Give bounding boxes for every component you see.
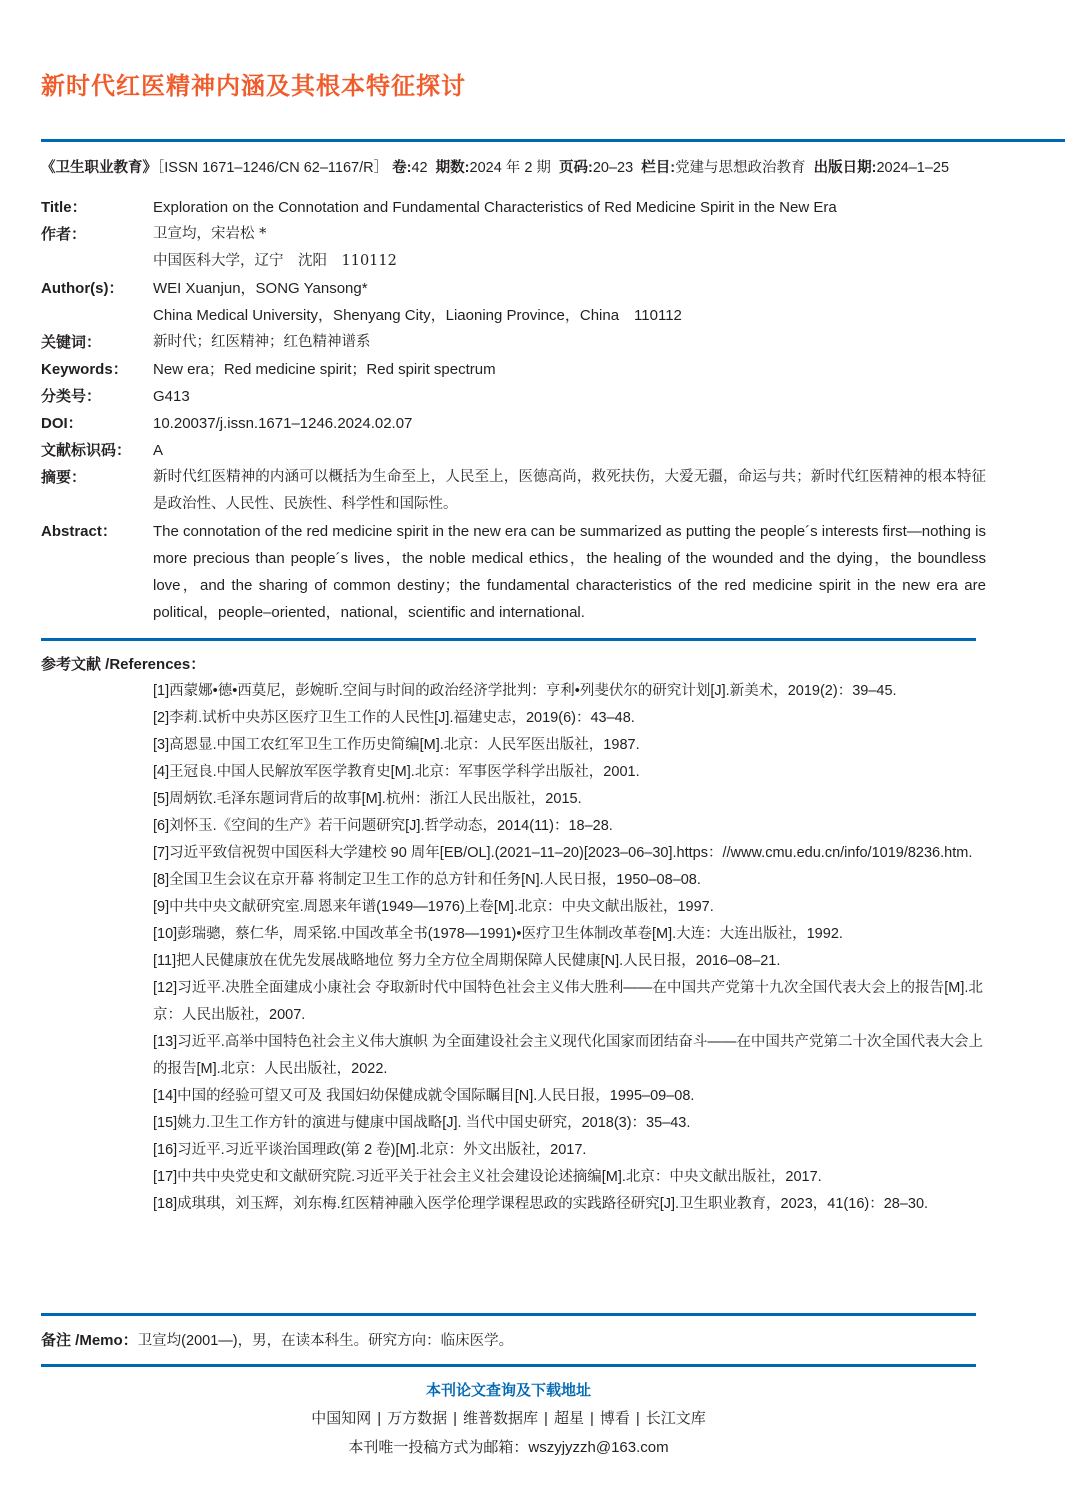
column-value: 党建与思想政治教育 bbox=[675, 160, 806, 176]
meta-value: WEI Xuanjun，SONG Yansong* bbox=[153, 280, 368, 297]
reference-item: [9]中共中央文献研究室.周恩来年谱(1949—1976)上卷[M].北京：中央文献出版社，1997. bbox=[153, 899, 714, 915]
date-value: 2024–1–25 bbox=[876, 160, 950, 176]
reference-item: [16]习近平.习近平谈治国理政(第 2 卷)[M].北京：外文出版社，2017. bbox=[153, 1142, 587, 1158]
separator: | bbox=[453, 1410, 458, 1427]
reference-item: [5]周炳钦.毛泽东题词背后的故事[M].杭州：浙江人民出版社，2015. bbox=[153, 791, 582, 807]
volume-value: 42 bbox=[411, 160, 428, 176]
meta-row-abstract-en bbox=[41, 518, 986, 626]
memo-value: 卫宣均(2001—)，男，在读本科生。研究方向：临床医学。 bbox=[137, 1333, 514, 1349]
reference-item[interactable]: [7]习近平致信祝贺中国医科大学建校 90 周年[EB/OL].(2021–11–20)[2023–06–30].https：//www.cmu.edu.cn/info/1019/8236.htm. bbox=[153, 845, 973, 861]
top-divider bbox=[41, 139, 1065, 142]
reference-item: [14]中国的经验可望又可及 我国妇幼保健成就令国际瞩目[N].人民日报，1995–09–08. bbox=[153, 1088, 695, 1104]
footer-divider bbox=[41, 1364, 976, 1367]
references-divider bbox=[41, 638, 976, 641]
reference-item: [18]成琪琪，刘玉辉，刘东梅.红医精神融入医学伦理学课程思政的实践路径研究[J].卫生职业教育，2023，41(16)：28–30. bbox=[153, 1196, 929, 1212]
reference-item: [6]刘怀玉.《空间的生产》若干问题研究[J].哲学动态，2014(11)：18–28. bbox=[153, 818, 613, 834]
reference-item: [1]西蒙娜•德•西莫尼，彭婉昕.空间与时间的政治经济学批判：亨利•列斐伏尔的研究计划[J].新美术，2019(2)：39–45. bbox=[153, 683, 897, 699]
link-wanfang[interactable]: 万方数据 bbox=[387, 1410, 448, 1427]
meta-row-document-code bbox=[41, 437, 986, 464]
meta-label bbox=[41, 302, 153, 329]
reference-item: [17]中共中央党史和文献研究院.习近平关于社会主义社会建设论述摘编[M].北京：中央文献出版社，2017. bbox=[153, 1169, 822, 1185]
reference-item: [10]彭瑞骢，蔡仁华，周采铭.中国改革全书(1978—1991)•医疗卫生体制改革卷[M].大连：大连出版社，1992. bbox=[153, 926, 843, 942]
meta-value: 新时代；红医精神；红色精神谱系 bbox=[153, 334, 371, 350]
reference-item: [12]习近平.决胜全面建成小康社会 夺取新时代中国特色社会主义伟大胜利——在中国共产党第十九次全国代表大会上的报告[M].北京：人民出版社，2007. bbox=[153, 980, 983, 1023]
memo-divider bbox=[41, 1313, 976, 1316]
journal-issn: ［ISSN 1671–1246/CN 62–1167/R］ bbox=[157, 160, 389, 176]
meta-value: New era；Red medicine spirit；Red spirit spectrum bbox=[153, 361, 496, 378]
meta-row-affiliation-en bbox=[41, 302, 986, 329]
reference-item: [15]姚力.卫生工作方针的演进与健康中国战略[J]. 当代中国史研究，2018(3)：35–43. bbox=[153, 1115, 691, 1131]
meta-label: 作者： bbox=[41, 226, 87, 243]
issue-label: 期数: bbox=[435, 160, 470, 176]
meta-row-authors-en bbox=[41, 275, 986, 302]
meta-label: Keywords： bbox=[41, 361, 128, 378]
link-chaoxing[interactable]: 超星 bbox=[553, 1410, 584, 1427]
references-list bbox=[153, 678, 983, 1218]
meta-value: China Medical University，Shenyang City，Liaoning Province，China 110112 bbox=[153, 307, 682, 324]
reference-item: [4]王冠良.中国人民解放军医学教育史[M].北京：军事医学科学出版社，2001. bbox=[153, 764, 640, 780]
reference-item: [8]全国卫生会议在京开幕 将制定卫生工作的总方针和任务[N].人民日报，1950–08–08. bbox=[153, 872, 701, 888]
meta-value: G413 bbox=[153, 388, 190, 405]
link-bookan[interactable]: 博看 bbox=[599, 1410, 630, 1427]
meta-label: 关键词： bbox=[41, 334, 102, 351]
meta-value: The connotation of the red medicine spirit in the new era can be summarized as putting the people´s interests first—nothing is more precious than people´s lives，the noble medical ethics，the healing of the wounded and the dying，the boundless love，and the sharing of common destiny；the fundamental characteristics of the red medicine spirit in the new era are political，people–oriented，national，scientific and international. bbox=[153, 523, 986, 621]
meta-label: DOI： bbox=[41, 415, 83, 432]
separator: | bbox=[377, 1410, 382, 1427]
meta-row-affiliation-cn bbox=[41, 248, 986, 275]
separator: | bbox=[544, 1410, 548, 1427]
meta-label: Abstract： bbox=[41, 523, 117, 540]
article-title: 新时代红医精神内涵及其根本特征探讨 bbox=[41, 72, 466, 100]
meta-label bbox=[41, 248, 153, 275]
submission-email: 本刊唯一投稿方式为邮箱：wszyjyzzh@163.com bbox=[348, 1439, 669, 1456]
meta-row-title bbox=[41, 194, 986, 221]
meta-label: Author(s)： bbox=[41, 280, 124, 297]
article-metadata bbox=[41, 194, 986, 626]
volume-label: 卷: bbox=[392, 160, 412, 176]
meta-value: A bbox=[153, 442, 164, 459]
pages-value: 20–23 bbox=[592, 160, 634, 176]
journal-name: 《卫生职业教育》 bbox=[41, 160, 157, 176]
meta-row-keywords-en bbox=[41, 356, 986, 383]
meta-label: Title： bbox=[41, 199, 87, 216]
meta-row-classification bbox=[41, 383, 986, 410]
memo bbox=[41, 1327, 513, 1355]
date-label: 出版日期: bbox=[813, 160, 877, 176]
reference-item: [11]把人民健康放在优先发展战略地位 努力全方位全周期保障人民健康[N].人民日报，2016–08–21. bbox=[153, 953, 781, 969]
memo-label: 备注 /Memo： bbox=[41, 1332, 138, 1349]
meta-value: 新时代红医精神的内涵可以概括为生命至上，人民至上，医德高尚，救死扶伤，大爱无疆，命运与共；新时代红医精神的根本特征是政治性、人民性、民族性、科学性和国际性。 bbox=[153, 469, 986, 512]
link-vip[interactable]: 维普数据库 bbox=[463, 1410, 539, 1427]
link-changjiang[interactable]: 长江文库 bbox=[645, 1410, 706, 1427]
reference-item: [13]习近平.高举中国特色社会主义伟大旗帜 为全面建设社会主义现代化国家而团结奋斗——在中国共产党第二十次全国代表大会上的报告[M].北京：人民出版社，2022. bbox=[153, 1034, 983, 1077]
reference-item: [3]高恩显.中国工农红军卫生工作历史简编[M].北京：人民军医出版社，1987. bbox=[153, 737, 640, 753]
journal-info-line bbox=[41, 156, 949, 177]
meta-value: Exploration on the Connotation and Fundamental Characteristics of Red Medicine Spirit in the New Era bbox=[153, 199, 837, 216]
link-cnki[interactable]: 中国知网 bbox=[311, 1410, 372, 1427]
meta-row-authors-cn bbox=[41, 221, 986, 248]
meta-label: 分类号： bbox=[41, 388, 102, 405]
meta-row-keywords-cn bbox=[41, 329, 986, 356]
meta-value: 卫宣均，宋岩松 * bbox=[153, 226, 267, 242]
meta-value: 中国医科大学，辽宁 沈阳 110112 bbox=[153, 253, 397, 269]
pages-label: 页码: bbox=[558, 160, 593, 176]
database-links bbox=[41, 1407, 976, 1428]
meta-row-abstract-cn bbox=[41, 464, 986, 518]
references-heading: 参考文献 /References： bbox=[41, 656, 206, 673]
footer-heading: 本刊论文查询及下载地址 bbox=[425, 1382, 591, 1399]
reference-item: [2]李莉.试析中央苏区医疗卫生工作的人民性[J].福建史志，2019(6)：43–48. bbox=[153, 710, 635, 726]
issue-value: 2024 年 2 期 bbox=[469, 160, 551, 176]
meta-row-doi bbox=[41, 410, 986, 437]
separator: | bbox=[635, 1410, 640, 1427]
separator: | bbox=[589, 1410, 594, 1427]
meta-label: 文献标识码： bbox=[41, 442, 132, 459]
meta-label: 摘要： bbox=[41, 469, 87, 486]
column-label: 栏目: bbox=[641, 160, 676, 176]
doi-value[interactable]: 10.20037/j.issn.1671–1246.2024.02.07 bbox=[153, 415, 413, 432]
